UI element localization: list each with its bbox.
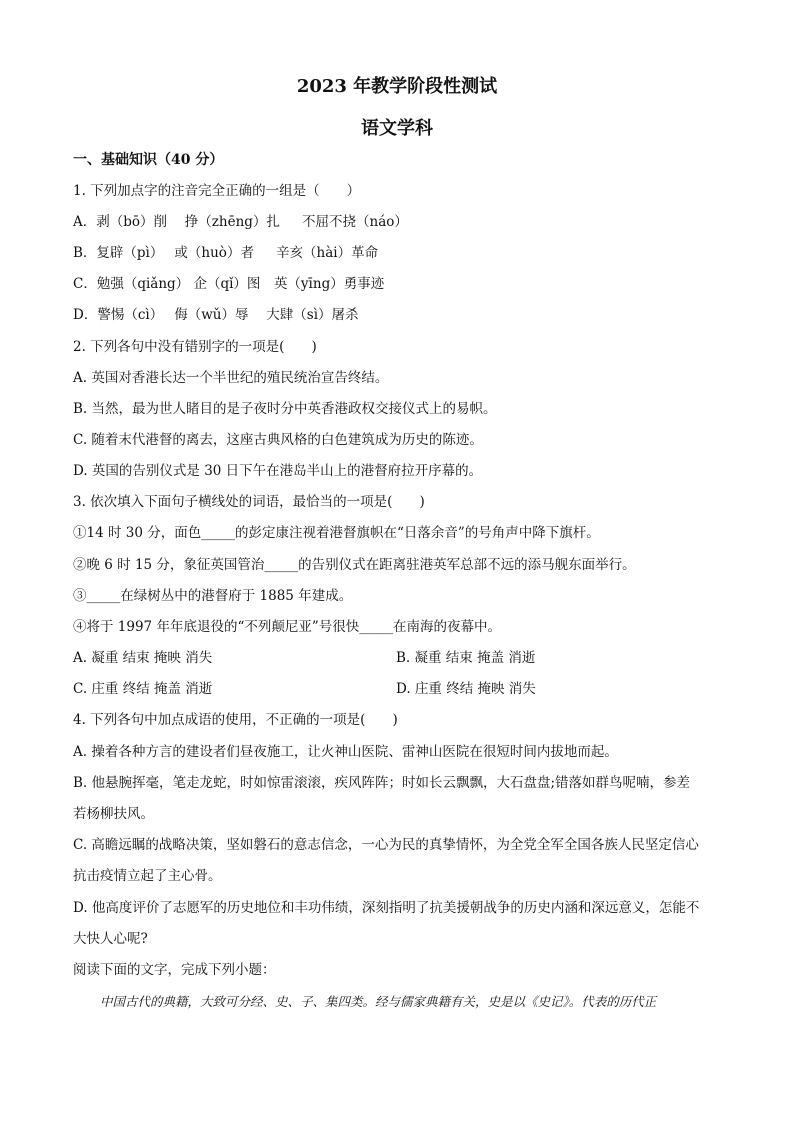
q2-option-c: C. 随着末代港督的离去，这座古典风格的白色建筑成为历史的陈迹。 [73, 432, 483, 448]
subject-title: 语文学科 [361, 118, 433, 139]
q3-sentence-1: ①14 时 30 分，面色_____的彭定康注视着港督旗帜在“日落余音”的号角声中降下旗杆。 [73, 525, 600, 541]
q3-sentence-4: ④将于 1997 年年底退役的“不列颠尼亚”号很快_____在南海的夜幕中。 [73, 619, 501, 635]
section-heading: 一、基础知识（40 分） [73, 152, 224, 168]
q1-option-b: B．复辟（pì） 或（huò）者 辛亥（hài）革命 [73, 245, 379, 261]
reading-passage: 中国古代的典籍，大致可分经、史、子、集四类。经与儒家典籍有关，史是以《史记》。代表的历代正 [100, 994, 657, 1009]
exam-title: 2023 年教学阶段性测试 [296, 76, 498, 97]
q2-option-b: B. 当然，最为世人睹目的是子夜时分中英香港政权交接仪式上的易帜。 [73, 401, 497, 417]
q1-option-c: C．勉强（qiǎng） 企（qǐ）图 英（yīng）勇事迹 [73, 276, 385, 292]
q4-option-d-line2: 大快人心呢? [73, 931, 148, 947]
q4-option-c-line2: 抗击疫情立起了主心骨。 [73, 868, 222, 884]
q4-option-a: A. 操着各种方言的建设者们昼夜施工，让火神山医院、雷神山医院在很短时间内拔地而起。 [73, 744, 618, 760]
q4-option-c-line1: C. 高瞻远瞩的战略决策，坚如磐石的意志信念，一心为民的真挚情怀，为全党全军全国各族人民坚定信心 [73, 837, 699, 853]
q2-option-d: D. 英国的告别仪式是 30 日下午在港岛半山上的港督府拉开序幕的。 [73, 463, 483, 479]
q1-stem: 1. 下列加点字的注音完全正确的一组是（ ） [73, 183, 361, 199]
q4-option-d-line1: D. 他高度评价了志愿军的历史地位和丰功伟绩，深刻指明了抗美援朝战争的历史内涵和深远意义，怎能不 [73, 900, 700, 916]
q3-option-b: B. 凝重 结束 掩盖 消逝 [396, 650, 536, 666]
q1-option-d: D．警惕（cì） 侮（wǔ）辱 大肆（sì）屠杀 [73, 307, 359, 323]
q3-option-c: C. 庄重 终结 掩盖 消逝 [73, 681, 213, 697]
q4-stem: 4. 下列各句中加点成语的使用，不正确的一项是( ) [73, 712, 398, 728]
q3-sentence-3: ③_____在绿树丛中的港督府于 1885 年建成。 [73, 588, 353, 604]
q1-option-a: A．剥（bō）削 挣（zhēng）扎 不屈不挠（náo） [73, 214, 408, 230]
q3-sentence-2: ②晚 6 时 15 分，象征英国管治_____的告别仪式在距离驻港英军总部不远的添马舰东面举行。 [73, 557, 636, 573]
q4-option-b-line2: 若杨柳扶风。 [73, 806, 154, 822]
q3-option-d: D. 庄重 终结 掩映 消失 [396, 681, 536, 697]
q2-option-a: A. 英国对香港长达一个半世纪的殖民统治宣告终结。 [73, 370, 389, 386]
q2-stem: 2. 下列各句中没有错别字的一项是( ) [73, 339, 317, 355]
q3-option-a: A. 凝重 结束 掩映 消失 [73, 650, 213, 666]
q3-stem: 3. 依次填入下面句子横线处的词语，最恰当的一项是( ) [73, 494, 425, 510]
reading-intro: 阅读下面的文字，完成下列小题： [73, 962, 276, 978]
q4-option-b-line1: B. 他悬腕挥毫，笔走龙蛇，时如惊雷滚滚，疾风阵阵；时如长云飘飘，大石盘盘;错落如群鸟呢喃，参差 [73, 775, 691, 791]
